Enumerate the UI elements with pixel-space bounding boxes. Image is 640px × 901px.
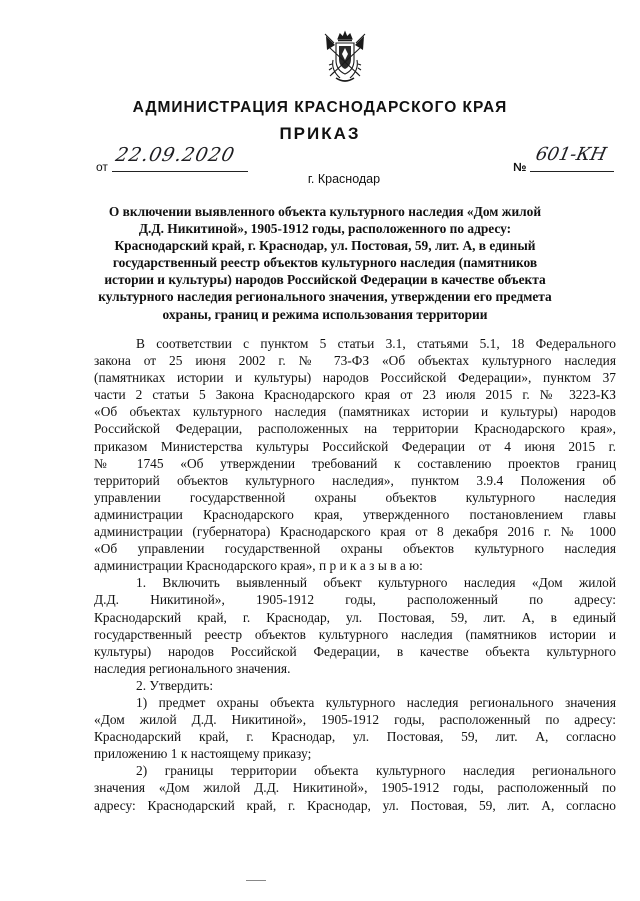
title-line: О включении выявленного объекта культурного наследия «Дом жилой: [108, 204, 542, 219]
body-line: В соответствии с пунктом 5 статьи 3.1, статьями 5.1, 18 Федерального: [136, 336, 616, 351]
number-value-handwritten: 601-КН: [533, 144, 609, 165]
date-prefix: от: [96, 160, 108, 174]
body-line: 2) границы территории объекта культурного наследия регионального: [136, 763, 616, 779]
body-line: государственный реестр объектов культурного наследия (памятников истории и: [94, 626, 616, 642]
body-line: приложению 1 к настоящему приказу;: [94, 746, 312, 762]
body-line: приказом Министерства культуры Российской Федерации от 4 июня 2015 г.: [94, 438, 616, 454]
body-line: администрации (губернатора) Краснодарского края от 8 декабря 2016 г. № 1000: [94, 524, 616, 540]
title-line: охраны, границ и режима использования территории: [162, 306, 488, 322]
document-body: [94, 335, 616, 814]
body-line: «Дом жилой Д.Д. Никитиной», 1905-1912 годы, расположенный по адресу:: [94, 712, 616, 728]
document-title: [84, 203, 566, 323]
date-value-handwritten: 22.09.2020: [113, 144, 238, 166]
city: г. Краснодар: [307, 172, 381, 186]
page-footer-mark: [246, 880, 266, 881]
body-line: закона от 25 июня 2002 г. № 73-ФЗ «Об объектах культурного наследия: [94, 353, 616, 369]
organization-title: АДМИНИСТРАЦИЯ КРАСНОДАРСКОГО КРАЯ: [132, 99, 508, 116]
body-line: (памятниках истории и культуры) народов Российской Федерации», пунктом 37: [94, 370, 616, 386]
title-line: культурного наследия регионального значения, утверждении его предмета: [98, 289, 552, 305]
title-line: истории и культуры) народов Российской Федерации в качестве объекта: [104, 272, 546, 288]
body-line: наследия регионального значения.: [94, 660, 291, 676]
body-line: Д.Д. Никитиной», 1905-1912 годы, расположенный по адресу:: [94, 592, 616, 608]
body-line: Краснодарский край, г. Краснодар, ул. Постовая, 59, лит. А, в единый: [94, 609, 616, 625]
title-line: Краснодарский край, г. Краснодар, ул. Постовая, 59, лит. А, в единый: [114, 238, 536, 254]
body-line: администрации Краснодарского края, утвержденного постановлением главы: [94, 506, 616, 522]
body-line: адресу: Краснодарский край, г. Краснодар, ул. Постовая, 59, лит. А, согласно: [94, 797, 616, 813]
body-line: части 2 статьи 5 Закона Краснодарского края от 23 июля 2015 г. № 3223-КЗ: [94, 387, 616, 403]
coat-of-arms-icon: [322, 30, 368, 86]
body-line: 1) предмет охраны объекта культурного наследия регионального значения: [136, 694, 616, 710]
body-line: значения «Дом жилой Д.Д. Никитиной», 1905-1912 годы, расположенный по: [94, 780, 616, 796]
body-line: администрации Краснодарского края», п р и к а з ы в а ю:: [94, 558, 423, 574]
number-prefix: №: [513, 160, 527, 174]
title-line: Д.Д. Никитиной», 1905-1912 годы, расположенного по адресу:: [138, 221, 512, 237]
body-line: «Об управлении государственной охраны объектов культурного наследия: [94, 541, 616, 557]
body-line: 1. Включить выявленный объект культурного наследия «Дом жилой: [136, 575, 616, 591]
body-line: управлении государственной охраны объектов культурного наследия: [94, 489, 616, 505]
body-line: Российской Федерации, расположенных на территории Краснодарского края»,: [94, 421, 616, 437]
body-line: «Об объектах культурного наследия (памятниках истории и культуры) народов: [94, 404, 616, 420]
body-line: культуры) народов Российской Федерации, в качестве объекта культурного: [94, 643, 616, 659]
title-line: государственный реестр объектов культурного наследия (памятников: [112, 255, 538, 271]
document-type: ПРИКАЗ: [279, 124, 361, 143]
body-line: территорий объектов культурного наследия», пунктом 3.9.4 Положения об: [94, 472, 616, 488]
body-line: Краснодарский край, г. Краснодар, ул. Постовая, 59, лит. А, согласно: [94, 729, 616, 745]
body-line: 2. Утвердить:: [136, 677, 214, 693]
body-line: № 1745 «Об утверждении требований к составлению проектов границ: [94, 455, 616, 471]
